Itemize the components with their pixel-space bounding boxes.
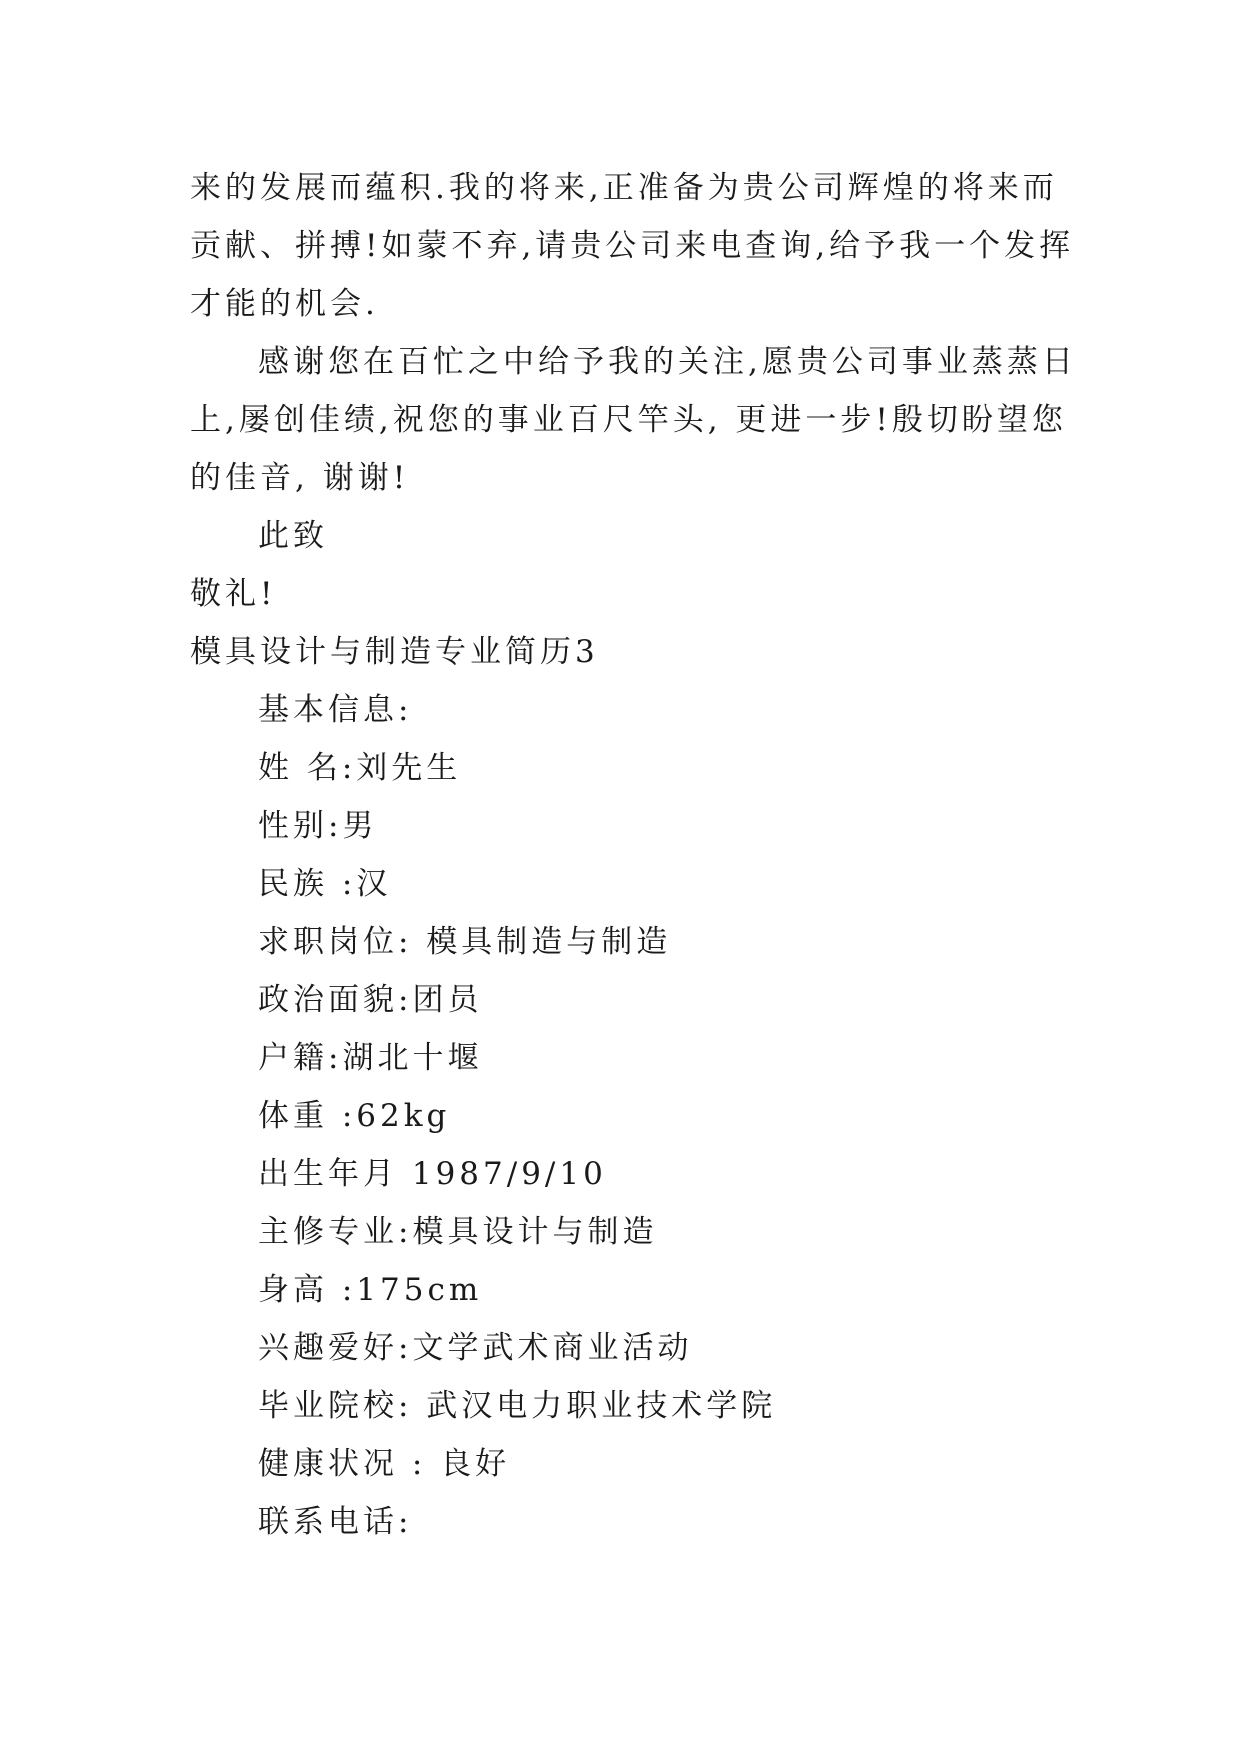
info-school: 毕业院校: 武汉电力职业技术学院 <box>258 1388 777 1424</box>
info-health: 健康状况 : 良好 <box>258 1446 511 1482</box>
info-major: 主修专业:模具设计与制造 <box>258 1214 658 1250</box>
info-hometown: 户籍:湖北十堰 <box>258 1040 483 1076</box>
info-height: 身高 :175cm <box>258 1272 483 1308</box>
info-ethnicity: 民族 :汉 <box>258 866 392 902</box>
closing-regards: 敬礼! <box>190 576 277 612</box>
info-gender: 性别:男 <box>258 808 378 844</box>
info-name: 姓 名:刘先生 <box>258 750 462 786</box>
info-phone: 联系电话: <box>258 1504 413 1540</box>
paragraph-line: 感谢您在百忙之中给予我的关注,愿贵公司事业蒸蒸日 <box>258 344 1077 380</box>
info-hobbies: 兴趣爱好:文学武术商业活动 <box>258 1330 693 1366</box>
info-political-status: 政治面貌:团员 <box>258 982 483 1018</box>
info-position: 求职岗位: 模具制造与制造 <box>258 924 672 960</box>
paragraph-line: 才能的机会. <box>190 286 379 322</box>
info-weight: 体重 :62kg <box>258 1098 451 1134</box>
info-heading: 基本信息: <box>258 692 413 728</box>
paragraph-line: 来的发展而蕴积.我的将来,正准备为贵公司辉煌的将来而 <box>190 170 1058 206</box>
closing-salutation: 此致 <box>258 518 328 554</box>
paragraph-line: 上,屡创佳绩,祝您的事业百尺竿头, 更进一步!殷切盼望您 <box>190 402 1067 438</box>
info-birthdate: 出生年月 1987/9/10 <box>258 1156 607 1192</box>
paragraph-line: 的佳音, 谢谢! <box>190 460 410 496</box>
paragraph-line: 贡献、拼搏!如蒙不弃,请贵公司来电查询,给予我一个发挥 <box>190 228 1075 264</box>
section-title: 模具设计与制造专业简历3 <box>190 634 599 670</box>
